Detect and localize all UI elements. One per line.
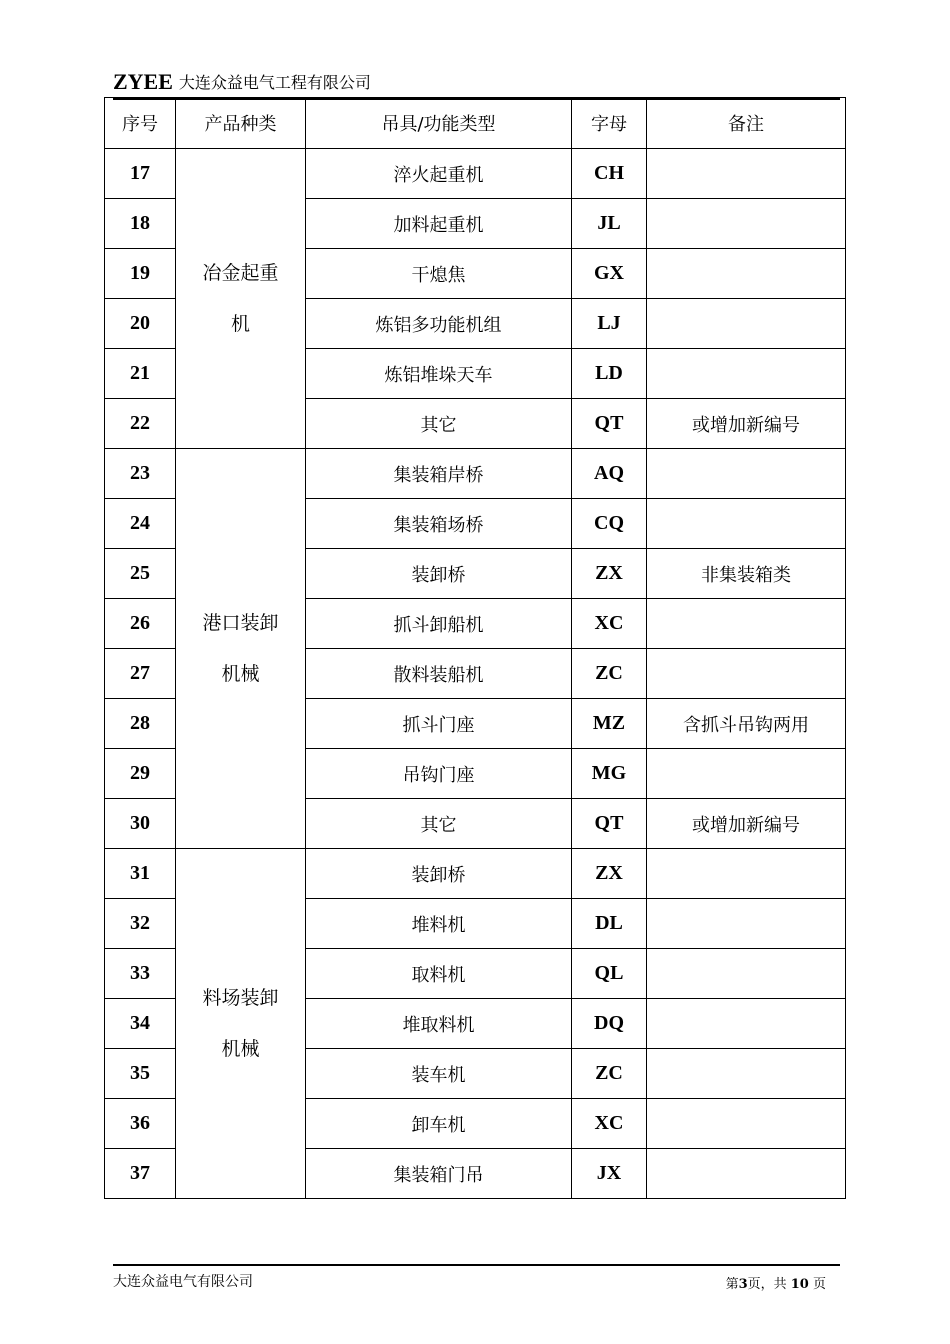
category-line: 机械 (221, 662, 260, 685)
page-number-total: 10 (790, 1277, 809, 1292)
row-category (176, 449, 306, 849)
table-row (105, 449, 846, 499)
row-function: 堆取料机 (306, 999, 572, 1049)
row-seq: 28 (105, 699, 176, 749)
product-code-table (104, 97, 846, 1199)
category-line: 料场装卸 (202, 986, 279, 1009)
row-letter-code: MG (572, 749, 647, 799)
row-seq: 36 (105, 1099, 176, 1149)
row-seq: 18 (105, 199, 176, 249)
row-seq: 30 (105, 799, 176, 849)
row-letter-code: JX (572, 1149, 647, 1199)
category-line: 机械 (221, 1037, 260, 1060)
row-seq: 22 (105, 399, 176, 449)
row-note (647, 249, 846, 299)
row-seq: 32 (105, 899, 176, 949)
page-footer (113, 1264, 840, 1296)
row-letter-code: DL (572, 899, 647, 949)
row-function: 装车机 (306, 1049, 572, 1099)
row-seq: 19 (105, 249, 176, 299)
row-note (647, 599, 846, 649)
row-note (647, 949, 846, 999)
row-function: 装卸桥 (306, 849, 572, 899)
footer-company-name: 大连众益电气有限公司 (113, 1274, 253, 1290)
row-letter-code: JL (572, 199, 647, 249)
page-number-prefix: 第 (725, 1277, 739, 1292)
header-company-name: 大连众益电气工程有限公司 (178, 73, 371, 92)
row-note (647, 499, 846, 549)
page-header (113, 64, 840, 100)
column-header-function: 吊具/功能类型 (306, 98, 572, 149)
column-header-category: 产品种类 (176, 98, 306, 149)
row-note (647, 1049, 846, 1099)
row-note (647, 1099, 846, 1149)
row-seq: 34 (105, 999, 176, 1049)
row-seq: 17 (105, 149, 176, 199)
row-note (647, 449, 846, 499)
row-note (647, 349, 846, 399)
row-letter-code: XC (572, 599, 647, 649)
row-seq: 21 (105, 349, 176, 399)
row-function: 干熄焦 (306, 249, 572, 299)
row-function: 取料机 (306, 949, 572, 999)
row-note (647, 849, 846, 899)
row-letter-code: ZX (572, 549, 647, 599)
page-number-suffix: 页 (808, 1277, 826, 1292)
page-number-mid: 页，共 (747, 1277, 791, 1292)
column-header-note: 备注 (647, 98, 846, 149)
row-seq: 37 (105, 1149, 176, 1199)
column-header-letter: 字母 (572, 98, 647, 149)
row-category (176, 149, 306, 449)
row-seq: 20 (105, 299, 176, 349)
row-letter-code: QT (572, 799, 647, 849)
row-note (647, 999, 846, 1049)
category-line: 冶金起重 (202, 261, 279, 284)
row-function: 炼铝多功能机组 (306, 299, 572, 349)
row-function: 其它 (306, 799, 572, 849)
row-note (647, 149, 846, 199)
row-note (647, 749, 846, 799)
row-letter-code: AQ (572, 449, 647, 499)
row-function: 集装箱场桥 (306, 499, 572, 549)
row-letter-code: CH (572, 149, 647, 199)
row-letter-code: LD (572, 349, 647, 399)
row-letter-code: ZX (572, 849, 647, 899)
row-note: 或增加新编号 (647, 799, 846, 849)
row-function: 炼铝堆垛天车 (306, 349, 572, 399)
row-seq: 35 (105, 1049, 176, 1099)
row-note (647, 899, 846, 949)
row-seq: 29 (105, 749, 176, 799)
row-seq: 33 (105, 949, 176, 999)
page-number-current: 3 (738, 1277, 748, 1292)
row-function: 吊钩门座 (306, 749, 572, 799)
row-note: 非集装箱类 (647, 549, 846, 599)
column-header-seq: 序号 (105, 98, 176, 149)
row-seq: 23 (105, 449, 176, 499)
row-note: 含抓斗吊钩两用 (647, 699, 846, 749)
row-function: 抓斗门座 (306, 699, 572, 749)
row-letter-code: XC (572, 1099, 647, 1149)
row-letter-code: DQ (572, 999, 647, 1049)
row-letter-code: ZC (572, 649, 647, 699)
row-function: 淬火起重机 (306, 149, 572, 199)
row-seq: 27 (105, 649, 176, 699)
row-letter-code: QL (572, 949, 647, 999)
table-row (105, 849, 846, 899)
row-letter-code: MZ (572, 699, 647, 749)
row-function: 集装箱门吊 (306, 1149, 572, 1199)
row-note: 或增加新编号 (647, 399, 846, 449)
row-function: 散料装船机 (306, 649, 572, 699)
row-function: 装卸桥 (306, 549, 572, 599)
category-line: 港口装卸 (202, 611, 279, 634)
row-function: 集装箱岸桥 (306, 449, 572, 499)
row-function: 堆料机 (306, 899, 572, 949)
row-note (647, 199, 846, 249)
row-letter-code: QT (572, 399, 647, 449)
row-category (176, 849, 306, 1199)
row-letter-code: LJ (572, 299, 647, 349)
row-note (647, 649, 846, 699)
page-number (726, 1273, 826, 1292)
row-letter-code: CQ (572, 499, 647, 549)
row-function: 卸车机 (306, 1099, 572, 1149)
table-header-row (105, 98, 846, 149)
row-note (647, 1149, 846, 1199)
row-function: 加料起重机 (306, 199, 572, 249)
brand-logo-text: ZYEE (113, 69, 173, 94)
table-row (105, 149, 846, 199)
row-function: 其它 (306, 399, 572, 449)
row-letter-code: GX (572, 249, 647, 299)
row-note (647, 299, 846, 349)
row-seq: 26 (105, 599, 176, 649)
row-letter-code: ZC (572, 1049, 647, 1099)
row-seq: 25 (105, 549, 176, 599)
category-line: 机 (230, 312, 250, 335)
table-body (105, 149, 846, 1199)
row-seq: 31 (105, 849, 176, 899)
row-function: 抓斗卸船机 (306, 599, 572, 649)
row-seq: 24 (105, 499, 176, 549)
